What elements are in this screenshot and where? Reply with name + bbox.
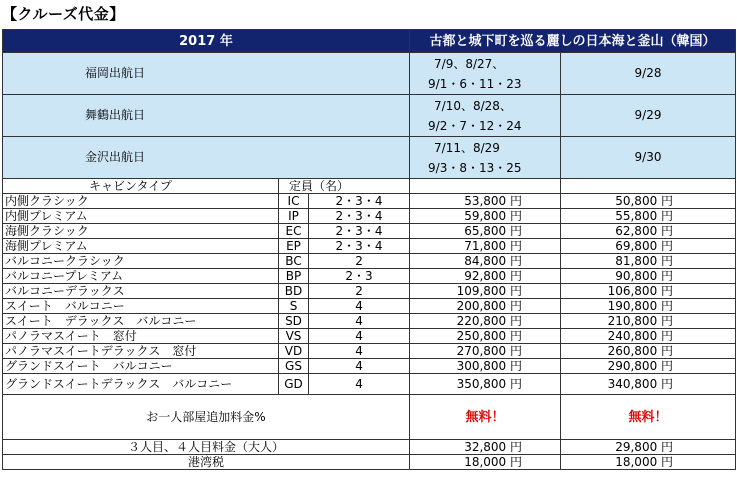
price-b: 62,800 円 (561, 224, 736, 239)
departure-dates-a (410, 95, 561, 137)
cabin-name: 内側プレミアム (3, 209, 279, 224)
price-b: 190,800 円 (561, 299, 736, 314)
cabin-name: スイート バルコニー (3, 299, 279, 314)
cabin-capacity: 2・3・4 (309, 194, 410, 209)
departure-row (3, 95, 736, 137)
cabin-row (3, 194, 736, 209)
price-b: 260,800 円 (561, 344, 736, 359)
cabin-name: 内側クラシック (3, 194, 279, 209)
cabin-name: パノラマスイート 窓付 (3, 329, 279, 344)
cruise-price-table (2, 29, 736, 470)
cabin-capacity: 2 (309, 284, 410, 299)
cabin-row (3, 284, 736, 299)
port-tax-row-b: 18,000 円 (561, 455, 736, 470)
cabin-capacity: 2 (309, 254, 410, 269)
departure-row (3, 53, 736, 95)
capacity-header: 定員（名） (279, 179, 410, 194)
departure-dates-a (410, 137, 561, 179)
dates-line-2: 9/3・8・13・25 (428, 160, 522, 175)
cabin-code: GD (279, 374, 309, 395)
price-a: 92,800 円 (410, 269, 561, 284)
cabin-name: バルコニークラシック (3, 254, 279, 269)
cabin-code: SD (279, 314, 309, 329)
price-b: 90,800 円 (561, 269, 736, 284)
cabin-row (3, 314, 736, 329)
dates-line-1: 7/10、8/28、 (434, 98, 512, 113)
price-a: 53,800 円 (410, 194, 561, 209)
price-a: 65,800 円 (410, 224, 561, 239)
departure-dates-a (410, 53, 561, 95)
cabin-capacity: 4 (309, 329, 410, 344)
header-row (3, 30, 736, 53)
dates-line-1: 7/9、8/27、 (434, 56, 505, 71)
price-b: 81,800 円 (561, 254, 736, 269)
price-a: 84,800 円 (410, 254, 561, 269)
cabin-capacity: 4 (309, 314, 410, 329)
third-person-row (3, 440, 736, 455)
cabin-name: グランドスイート バルコニー (3, 359, 279, 374)
single-supplement-label: お一人部屋追加料金% (3, 395, 410, 440)
departure-port-label: 福岡出航日 (3, 53, 410, 95)
port-tax-row-a: 18,000 円 (410, 455, 561, 470)
single-supplement-row (3, 395, 736, 440)
empty-cell (410, 179, 561, 194)
single-supplement-b: 無料！ (561, 395, 736, 440)
cabin-capacity: 4 (309, 374, 410, 395)
cabin-row (3, 359, 736, 374)
departure-dates-b: 9/28 (561, 53, 736, 95)
cabin-row (3, 299, 736, 314)
price-b: 106,800 円 (561, 284, 736, 299)
price-table-wrapper (0, 29, 737, 470)
price-b: 240,800 円 (561, 329, 736, 344)
cabin-row (3, 329, 736, 344)
cabin-capacity: 2・3・4 (309, 239, 410, 254)
cabin-capacity: 2・3・4 (309, 224, 410, 239)
cabin-name: 海側クラシック (3, 224, 279, 239)
cabin-capacity: 2・3 (309, 269, 410, 284)
third-person-row-a: 32,800 円 (410, 440, 561, 455)
cruise-name-header: 古都と城下町を巡る麗しの日本海と釜山（韓国） (410, 30, 736, 53)
price-a: 270,800 円 (410, 344, 561, 359)
price-a: 350,800 円 (410, 374, 561, 395)
departure-dates-b: 9/30 (561, 137, 736, 179)
cabin-row (3, 254, 736, 269)
price-a: 250,800 円 (410, 329, 561, 344)
port-tax-row-label: 港湾税 (3, 455, 410, 470)
dates-line-2: 9/1・6・11・23 (428, 76, 522, 91)
cabin-row (3, 224, 736, 239)
departure-port-label: 舞鶴出航日 (3, 95, 410, 137)
dates-line-1: 7/11、8/29 (434, 140, 500, 155)
price-b: 55,800 円 (561, 209, 736, 224)
cabin-row (3, 269, 736, 284)
cabin-name: バルコニーデラックス (3, 284, 279, 299)
cabin-code: EP (279, 239, 309, 254)
departure-row (3, 137, 736, 179)
cabin-type-header: キャビンタイプ (3, 179, 279, 194)
year-header: 2017 年 (3, 30, 410, 53)
cabin-code: IC (279, 194, 309, 209)
single-supplement-a: 無料！ (410, 395, 561, 440)
dates-line-2: 9/2・7・12・24 (428, 118, 522, 133)
cabin-capacity: 4 (309, 359, 410, 374)
cabin-capacity: 4 (309, 299, 410, 314)
cabin-row (3, 239, 736, 254)
cabin-code: EC (279, 224, 309, 239)
price-a: 109,800 円 (410, 284, 561, 299)
empty-cell (561, 179, 736, 194)
cabin-row (3, 374, 736, 395)
departure-port-label: 金沢出航日 (3, 137, 410, 179)
price-a: 200,800 円 (410, 299, 561, 314)
price-b: 210,800 円 (561, 314, 736, 329)
cabin-code: BP (279, 269, 309, 284)
price-b: 50,800 円 (561, 194, 736, 209)
page-title: 【クルーズ代金】 (2, 5, 125, 23)
price-a: 220,800 円 (410, 314, 561, 329)
cabin-code: GS (279, 359, 309, 374)
third-person-row-label: ３人目、４人目料金（大人） (3, 440, 410, 455)
cabin-name: 海側プレミアム (3, 239, 279, 254)
third-person-row-b: 29,800 円 (561, 440, 736, 455)
price-a: 59,800 円 (410, 209, 561, 224)
cabin-code: VS (279, 329, 309, 344)
cabin-row (3, 344, 736, 359)
cabin-code: IP (279, 209, 309, 224)
cabin-capacity: 4 (309, 344, 410, 359)
cabin-capacity: 2・3・4 (309, 209, 410, 224)
cabin-code: VD (279, 344, 309, 359)
cabin-name: バルコニープレミアム (3, 269, 279, 284)
cabin-row (3, 209, 736, 224)
price-b: 69,800 円 (561, 239, 736, 254)
price-a: 300,800 円 (410, 359, 561, 374)
cabin-name: パノラマスイートデラックス 窓付 (3, 344, 279, 359)
price-b: 290,800 円 (561, 359, 736, 374)
cabin-header-row (3, 179, 736, 194)
cabin-code: BC (279, 254, 309, 269)
price-b: 340,800 円 (561, 374, 736, 395)
cabin-name: スイート デラックス バルコニー (3, 314, 279, 329)
price-a: 71,800 円 (410, 239, 561, 254)
cabin-code: BD (279, 284, 309, 299)
departure-dates-b: 9/29 (561, 95, 736, 137)
cabin-code: S (279, 299, 309, 314)
port-tax-row (3, 455, 736, 470)
cabin-name: グランドスイートデラックス バルコニー (3, 374, 279, 395)
